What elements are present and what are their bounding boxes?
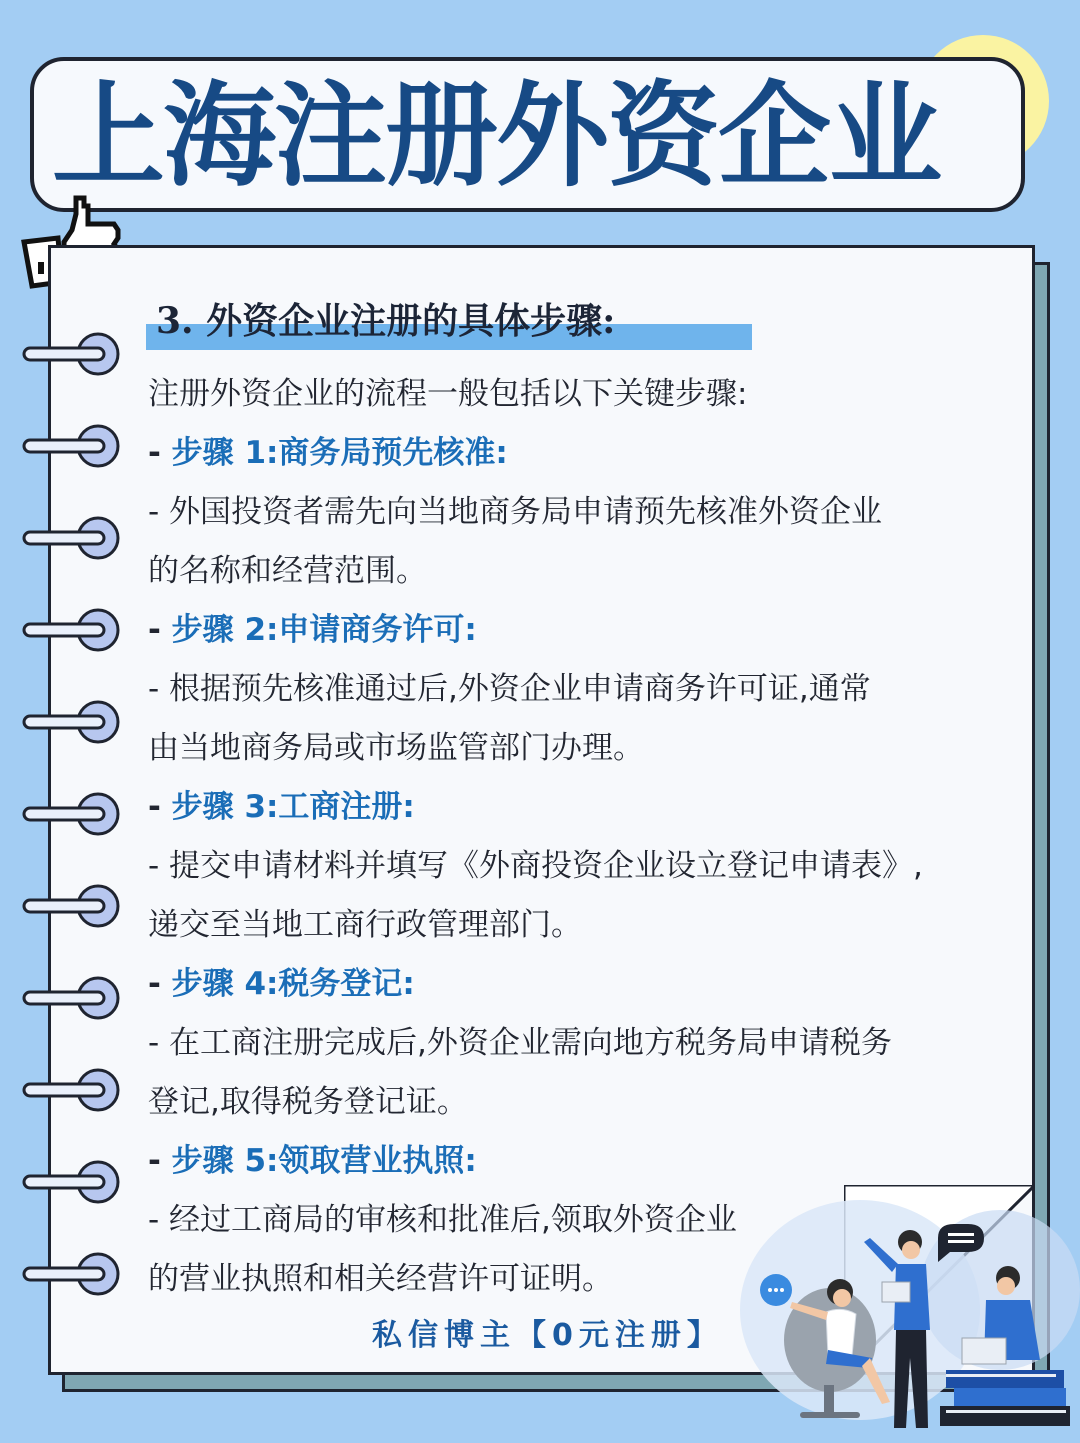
step-heading: - 步骤 2:申请商务许可: [148, 612, 477, 648]
step-body-line: 的营业执照和相关经营许可证明。 [148, 1261, 613, 1297]
step-heading: - 步骤 5:领取营业执照: [148, 1143, 477, 1179]
section-title: 3. 外资企业注册的具体步骤: [156, 300, 616, 342]
office-people-illustration [740, 1180, 1080, 1443]
notebook-ring-icon [20, 606, 128, 654]
notebook-ring-icon [20, 1158, 128, 1206]
intro-text: 注册外资企业的流程一般包括以下关键步骤: [148, 376, 748, 412]
step-body-line: 的名称和经营范围。 [148, 553, 427, 589]
call-to-action: 私信博主【0元注册】 [372, 1318, 723, 1353]
step-heading: - 步骤 4:税务登记: [148, 966, 415, 1002]
page-title: 上海注册外资企业 [52, 70, 940, 202]
notebook-ring-icon [20, 330, 128, 378]
step-body-line: 递交至当地工商行政管理部门。 [148, 907, 582, 943]
notebook-ring-icon [20, 974, 128, 1022]
notebook-ring-icon [20, 1250, 128, 1298]
step-heading: - 步骤 1:商务局预先核准: [148, 435, 508, 471]
step-body-line: 由当地商务局或市场监管部门办理。 [148, 730, 644, 766]
step-body-line: - 根据预先核准通过后,外资企业申请商务许可证,通常 [148, 671, 871, 707]
step-heading: - 步骤 3:工商注册: [148, 789, 415, 825]
step-body-line: - 提交申请材料并填写《外商投资企业设立登记申请表》, [148, 848, 923, 884]
notebook-ring-icon [20, 882, 128, 930]
step-body-line: - 在工商注册完成后,外资企业需向地方税务局申请税务 [148, 1025, 892, 1061]
notebook-ring-icon [20, 422, 128, 470]
step-body-line: - 经过工商局的审核和批准后,领取外资企业 [148, 1202, 737, 1238]
notebook-ring-icon [20, 1066, 128, 1114]
notebook-ring-icon [20, 790, 128, 838]
notebook-ring-icon [20, 698, 128, 746]
step-body-line: - 外国投资者需先向当地商务局申请预先核准外资企业 [148, 494, 883, 530]
notebook-ring-icon [20, 514, 128, 562]
step-body-line: 登记,取得税务登记证。 [148, 1084, 468, 1120]
